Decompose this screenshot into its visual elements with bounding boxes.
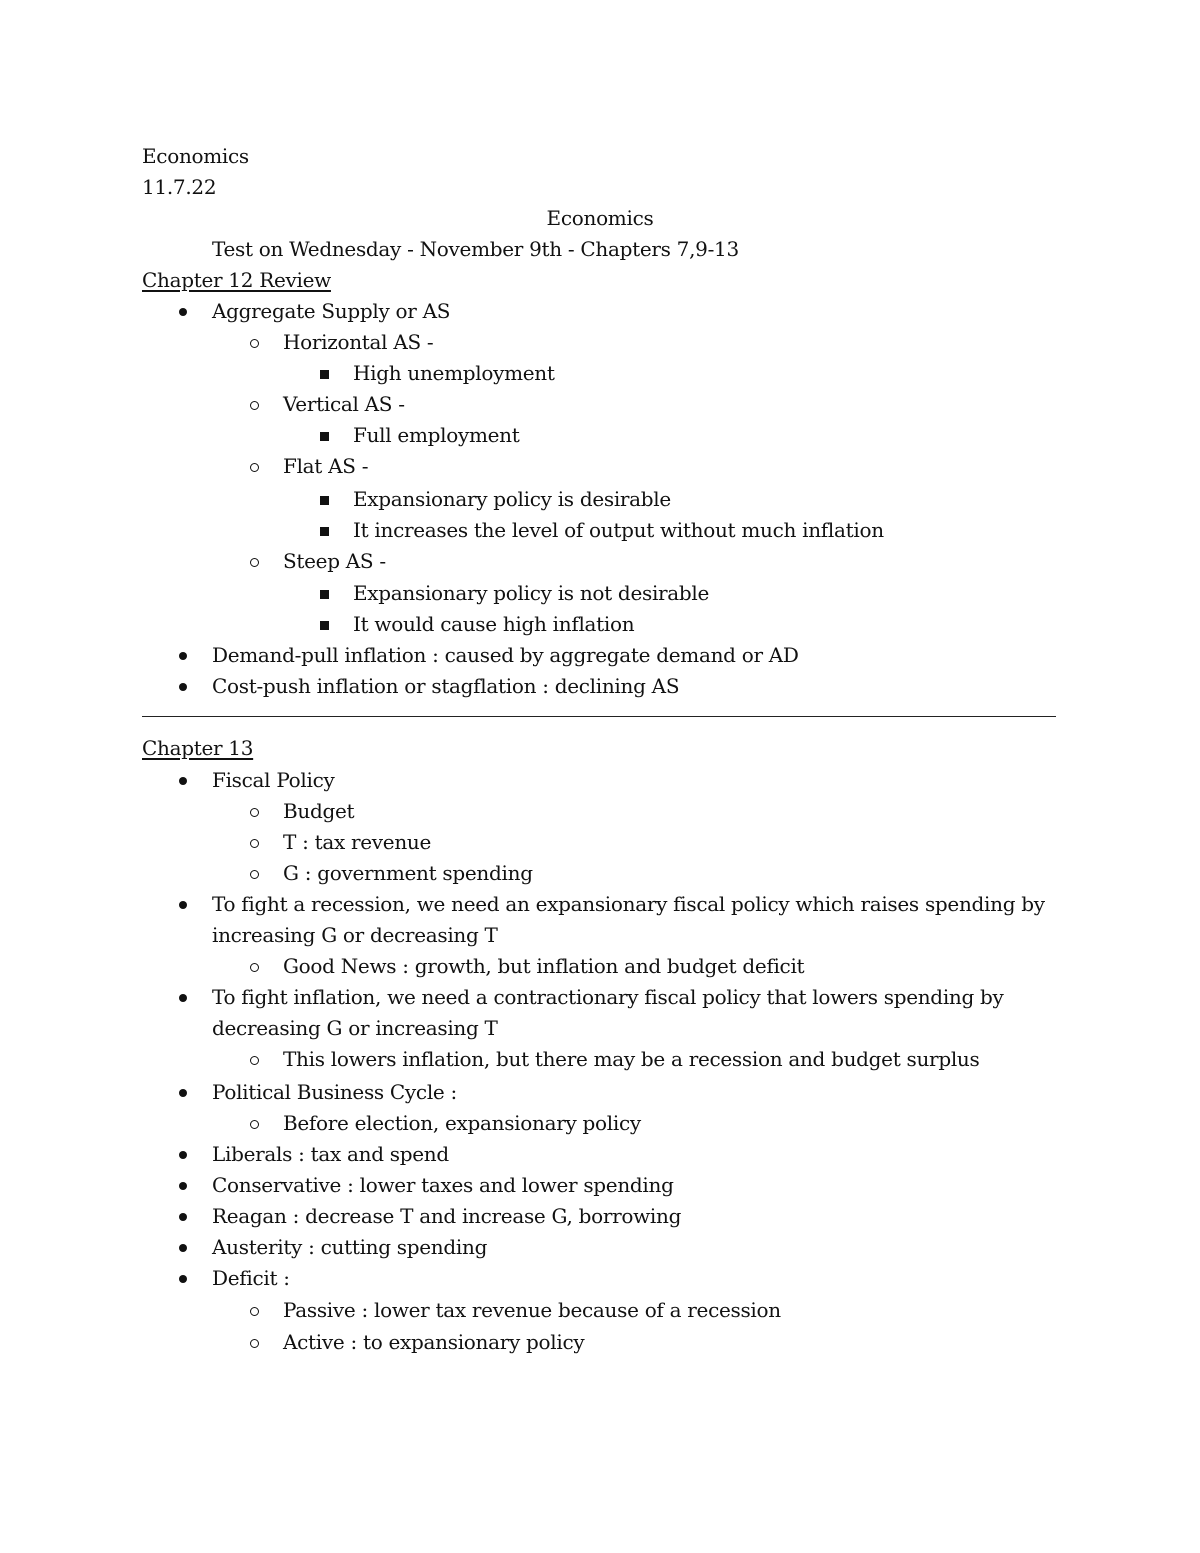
list-item	[353, 515, 884, 546]
list-item	[283, 1327, 584, 1358]
bullet-circle-icon	[250, 401, 259, 410]
list-item	[353, 358, 555, 389]
list-item-text: T : tax revenue	[283, 830, 432, 854]
bullet-disc-icon	[179, 683, 187, 691]
page-title: Economics	[546, 206, 654, 230]
list-item-text: This lowers inflation, but there may be a recession and budget surplus	[283, 1047, 980, 1071]
list-item	[283, 546, 386, 577]
list-item	[283, 451, 368, 482]
list-item	[283, 1044, 979, 1075]
bullet-circle-icon	[250, 339, 259, 348]
list-item-text: Passive : lower tax revenue because of a recession	[283, 1298, 781, 1322]
bullet-circle-icon	[250, 463, 259, 472]
bullet-square-icon	[320, 496, 329, 505]
list-item	[212, 1139, 449, 1170]
date-line: 11.7.22	[142, 175, 217, 199]
list-item	[283, 327, 433, 358]
bullet-circle-icon	[250, 870, 259, 879]
bullet-circle-icon	[250, 808, 259, 817]
list-item-text: Before election, expansionary policy	[283, 1111, 641, 1135]
bullet-square-icon	[320, 621, 329, 630]
list-item	[283, 389, 405, 420]
list-item-text: Liberals : tax and spend	[212, 1142, 449, 1166]
list-item	[353, 420, 519, 451]
list-item	[212, 1170, 674, 1201]
section-divider	[142, 716, 1056, 717]
bullet-disc-icon	[179, 1151, 187, 1159]
bullet-disc-icon	[179, 652, 187, 660]
bullet-disc-icon	[179, 1213, 187, 1221]
bullet-disc-icon	[179, 1275, 187, 1283]
bullet-circle-icon	[250, 1056, 259, 1065]
list-item-text: It would cause high inflation	[353, 612, 635, 636]
list-item-text: Demand-pull inflation : caused by aggregate demand or AD	[212, 643, 799, 667]
list-item-text: Conservative : lower taxes and lower spending	[212, 1173, 674, 1197]
bullet-circle-icon	[250, 1120, 259, 1129]
list-item	[353, 578, 709, 609]
bullet-square-icon	[320, 527, 329, 536]
list-item-text: Deficit :	[212, 1266, 290, 1290]
bullet-disc-icon	[179, 1244, 187, 1252]
bullet-square-icon	[320, 590, 329, 599]
list-item	[212, 640, 799, 671]
list-item-text: G : government spending	[283, 861, 533, 885]
list-item	[212, 765, 335, 796]
bullet-disc-icon	[179, 1089, 187, 1097]
list-item-text: To fight inflation, we need a contractionary fiscal policy that lowers spending by	[212, 985, 1004, 1009]
list-item	[212, 1201, 681, 1232]
list-item-text: High unemployment	[353, 361, 555, 385]
test-note: Test on Wednesday - November 9th - Chapters 7,9-13	[212, 237, 739, 261]
bullet-circle-icon	[250, 1307, 259, 1316]
list-item	[353, 609, 634, 640]
list-item	[212, 671, 679, 702]
list-item	[283, 1295, 781, 1326]
list-item-text: Aggregate Supply or AS	[212, 299, 451, 323]
subject-line: Economics	[142, 144, 249, 168]
list-item	[283, 1108, 641, 1139]
bullet-circle-icon	[250, 558, 259, 567]
list-item	[212, 982, 1004, 1013]
list-item	[283, 951, 804, 982]
list-item-text: Political Business Cycle :	[212, 1080, 457, 1104]
list-item	[212, 1232, 487, 1263]
list-item-text: Reagan : decrease T and increase G, borrowing	[212, 1204, 682, 1228]
list-item-text: Full employment	[353, 423, 520, 447]
bullet-disc-icon	[179, 1182, 187, 1190]
chapter13-heading: Chapter 13	[142, 736, 254, 760]
list-item-text: Active : to expansionary policy	[283, 1330, 585, 1354]
list-item-text: Vertical AS -	[283, 392, 405, 416]
bullet-disc-icon	[179, 777, 187, 785]
list-item-continuation: increasing G or decreasing T	[212, 923, 498, 947]
bullet-disc-icon	[179, 308, 187, 316]
chapter12-heading: Chapter 12 Review	[142, 268, 331, 292]
list-item-text: Expansionary policy is desirable	[353, 487, 671, 511]
list-item	[212, 1263, 290, 1294]
list-item-text: Steep AS -	[283, 549, 386, 573]
list-item-text: To fight a recession, we need an expansionary fiscal policy which raises spending by	[212, 892, 1045, 916]
list-item-text: Cost-push inflation or stagflation : declining AS	[212, 674, 680, 698]
list-item	[353, 484, 671, 515]
list-item	[212, 296, 450, 327]
list-item-text: Expansionary policy is not desirable	[353, 581, 710, 605]
bullet-disc-icon	[179, 901, 187, 909]
list-item-continuation: decreasing G or increasing T	[212, 1016, 498, 1040]
bullet-circle-icon	[250, 963, 259, 972]
list-item-text: Good News : growth, but inflation and budget deficit	[283, 954, 805, 978]
list-item-text: Budget	[283, 799, 355, 823]
bullet-disc-icon	[179, 994, 187, 1002]
bullet-square-icon	[320, 432, 329, 441]
list-item	[212, 1077, 457, 1108]
list-item-text: Flat AS -	[283, 454, 369, 478]
list-item-text: Austerity : cutting spending	[212, 1235, 488, 1259]
bullet-circle-icon	[250, 839, 259, 848]
bullet-circle-icon	[250, 1339, 259, 1348]
list-item	[283, 827, 431, 858]
bullet-square-icon	[320, 370, 329, 379]
list-item-text: Horizontal AS -	[283, 330, 434, 354]
list-item	[212, 889, 1045, 920]
list-item-text: It increases the level of output without much inflation	[353, 518, 884, 542]
list-item	[283, 796, 354, 827]
list-item	[283, 858, 533, 889]
list-item-text: Fiscal Policy	[212, 768, 335, 792]
